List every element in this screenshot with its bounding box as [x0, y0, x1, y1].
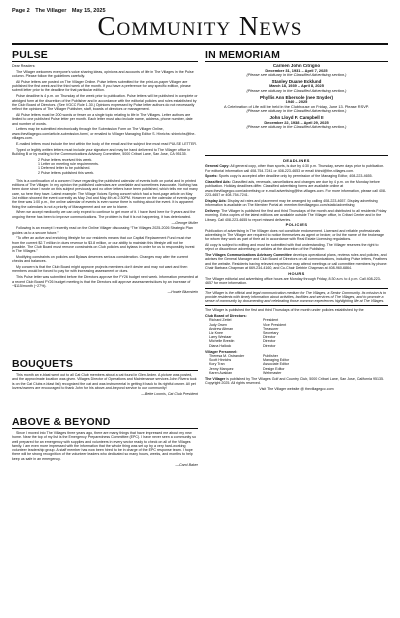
pulse-letter-text: “To offer an active and enriching lifestyle for our residents means that our Capital Replacement Fund must rise from the current $2.7 million in dues revenue to $3.8 million, or our ability to maintain this lifestyle will not be possible. The Club Board must remove constraints on Club policies and bylaws in order for us to responsibly invest in The Villages.”: [12, 236, 195, 254]
list-item: Scott Hinrichs Managing Editor: [209, 358, 290, 363]
pulse-paragraph: E-mailed letters must include the text within the body of the email and the subject line must read PULSE LETTER.: [16, 141, 197, 146]
memoriam-dates: March 18, 1939 – April 8, 2025: [269, 83, 324, 89]
footer-website: Visit The Villager website @ thevillagegcc.com: [259, 387, 334, 392]
memoriam-rule: [205, 61, 388, 62]
pulse-letter-text: When we accept mediocrity we can only expect to continue to get more of it. I have lived here for 9 years and the ongoing theme has been to improve communications. The problem is that it is not happening, it has deteriorated.: [12, 210, 196, 219]
memoriam-column: [205, 64, 388, 154]
pulse-paragraph: Typed or legibly written letters must include your signature and may be hand delivered to The Villager office in Building B or by mailing to the Communications Advisory Committee, 5000 Cribari Lane, San Jose, CA 95135.: [12, 147, 191, 156]
memoriam-name: Stanley Duane Ecklund: [271, 78, 322, 84]
memoriam-note: (Please see obituary in the Classified Advertising section.): [246, 87, 347, 93]
memoriam-name: Carmen John Citrigno: [272, 64, 321, 68]
list-item: Michelle Brestin Director: [209, 339, 276, 344]
policies-paragraph: All copy is subject to editing and must be submitted with that understanding. The Villager reserves the right to reject or discontinue advertising or articles at the discretion of the Publisher.: [205, 243, 379, 252]
deadline-item: [205, 209, 388, 222]
memoriam-name: John Lloyd F. Campbell II: [269, 114, 324, 120]
deadline-lead: General Copy:: [205, 164, 230, 169]
deadline-text: Display ad rates and placement may be arranged by calling 408-223-4657. Display advertising information is available on The Member Portal at: member.thevillagegcc.com/static/advertising: [205, 198, 378, 208]
deadline-text: Classified ads, renewals, cancellations and changes are due by 4 p.m. on the Monday before publication. Holiday deadlines differ. Classified advertising forms are available online at www.thevillagegcc.com/advertising or e-mail advertising@the-villages.com. For more information, please call 408-223-4657 or 408-754-7241.: [205, 180, 387, 198]
pulse-paragraph: Pulse deadline is 4 p.m. on Thursday of the week prior to publication. Pulse letters will be published in complete or abridged form at the discretion of the Publisher and in accordance with the editorial policies and rules established by the Club Board of Directors. (See VGCC Rule 1.30.) Opinions expressed by Pulse letter authors do not necessarily reflect the opinions of The Villager Publisher, staff, boards of directors or management.: [12, 94, 198, 112]
pulse-letter-signature: —George Muller: [171, 220, 198, 225]
above-beyond-rule: [12, 428, 198, 429]
pulse-letter-text: This Pulse letter was submitted before the Directors approve the FY26 budget next week. Information presented at a recent Club Board FY26 budget meeting is that the Directors will approve assessments/dues by an increase of ~$115/month (~27%).: [12, 275, 198, 288]
list-item: Kory Tran Associate Editor: [209, 362, 289, 367]
footer-copyright: The Villager is published by The Villages Golf and Country Club, 5000 Cribari Lane, San Jose, California 95135. Copyright 2025. All rights reserved.: [205, 377, 385, 386]
pulse-letter-text: My concern is that the Club Board might approve projects members don’t desire and may not want and then members would be forced to pay for with increasing assessment or dues.: [12, 265, 188, 274]
above-beyond-text: Since I moved into The Villages three years ago, there are many things that have impressed me about my new home. Near the top of my list is the Emergency Preparedness Committee (EPC). I have never seen a community so well prepared for an emergency with supplies and volunteers in every sector ready to check on all of the Villages family. I am even more impressed with the information that the whole thing was set up by a very hard-working volunteer leadership group. A staff member has now been hired to be in charge of the EPC response team. I hope there will be strong recognition of the volunteer leaders who dedicated so many hours, weeks, and months to help keep us safe in an emergency.: [12, 431, 196, 461]
memoriam-line: A Celebration of Life will be held in the Clubhouse on Friday, June 13. Please RSVP.: [224, 103, 369, 109]
pulse-paragraph: Letters may be submitted electronically through the Submission Form on The Villager Online, www.thevillagegcc.com/article-submission-form/, or emailed to Villager Managing Editor S. Hinrichs: shinrichs@the-villages.com.: [12, 127, 196, 140]
publication-name: The Villager: [35, 8, 67, 14]
deadline-item: [205, 199, 388, 208]
pulse-letter-text: This is a continuation of a concern I have regarding the published calendar of events both on portal and in printed editions of The Villager. In my opinion the published calendars are unreliable and sometimes inaccurate. Nothing has been done since I wrote on this subject previously and no other letters have been published, which tells me not many care, so here they have. Latest example: The Village Voices Spring concert which had a front-page article on May 1st edition showed the event correctly as May 2nd and May 4th at 2:30PM. However on the calendar of events page the time was 1:00 p.m., the online calendar of events is even worse there is nothing about the event. It is apparent fixing the calendars is not a priority of Management and we are to blame.: [12, 178, 198, 209]
deadline-item: [205, 180, 388, 197]
cac-text: develops operational plans, reviews rules and policies, and advises the General Manager and Club Board of Directors on all communications, including Pulse letters, Feathers and the website. Residents having relevant experience may attend meetings or call committee members by phone: Chair Barbara Chapman at 669-234-4160, and Co-Chair Debbie Chapman at 408-960-6864.: [205, 253, 388, 271]
list-item: Jenny Marquez Design Editor: [209, 366, 285, 371]
hours-text: The Villager editorial and advertising office hours are Monday through Friday, 8:30 a.m. to 4 p.m. Call 408-223-4657 for more information.: [205, 277, 381, 286]
above-beyond-column: [12, 431, 198, 481]
page-number: Page 2: [12, 8, 30, 14]
pulse-paragraph: All Pulse letters must be 200 words or fewer on a single topic relating to life in The Villages. Letter authors are limited to one published Pulse letter per month. Each letter must also include name, address, phone number, date and number of words.: [12, 112, 193, 126]
pulse-status-list: [12, 158, 198, 175]
memoriam-dates: December 22, 1938 – April 29, 2025: [264, 119, 329, 125]
list-item: Larry Westaar Director: [209, 335, 276, 340]
board-list: [205, 318, 388, 347]
hours-heading: HOURS: [288, 270, 305, 276]
above-beyond-signature: —Carol Baker: [175, 462, 198, 467]
personnel-list: [205, 354, 388, 375]
info-divider: [205, 288, 388, 289]
deadline-text: All general copy, other than sports, is due by 4:30 p.m. Thursday, seven days prior to publication. For editorial information call 408-754-7241 or 408-223-4653 or email khind@the-villages.com.: [205, 164, 385, 173]
cac-paragraph: [205, 253, 388, 270]
list-item: 2 Pulse letters published this week.: [38, 170, 95, 175]
publication-mission: The Villager is the official and legal communication medium for The Villages, a Senior Community. Its mission is to provide residents with timely information about activities, facilities and services of The Villages, and to promote a sense of community by documenting and celebrating those common experiences highlighting life at The Villages.: [205, 290, 387, 304]
memoriam-heading: IN MEMORIAM: [205, 49, 281, 61]
deadline-lead: Display Ads:: [205, 198, 227, 203]
pulse-paragraph: All Pulse letters are posted on The Villager Online. Pulse letters submitted for the print-on-paper Villager are published the first week and the third week of the month. If you have a preference for any specific edition, please submit letter prior to the deadline for that particular edition.: [12, 79, 191, 93]
pulse-letter-text: Modifying constraints on policies and Bylaws deserves serious consideration. Changes may alter the current checks and balances.: [12, 255, 188, 264]
memoriam-entry: [205, 64, 388, 78]
masthead-rule: [12, 43, 388, 45]
list-item: 1 Letter on meeting rule requirements.: [38, 161, 99, 166]
pulse-paragraph: The Villager welcomes everyone’s voice sharing ideas, opinions and accounts of life in The Villages in the Pulse column. Please follow the guidelines carefully.: [12, 69, 194, 79]
issue-date: May 15, 2025: [71, 8, 106, 14]
pulse-letter-signature: —Howie Blumstein: [167, 289, 198, 294]
info-divider: [205, 305, 388, 306]
personnel-heading: Villager Personnel:: [205, 349, 238, 354]
list-item: Diana Hallock Director: [209, 343, 276, 348]
deadlines-heading: DEADLINES: [283, 158, 310, 163]
pulse-column: [12, 64, 198, 355]
bouquets-rule: [12, 370, 198, 371]
memoriam-entry: [205, 116, 388, 130]
deadline-lead: Classified Ads:: [205, 180, 231, 185]
list-item: Theresa M. Ostrander Publisher: [209, 354, 278, 359]
pulse-rule: [12, 61, 198, 62]
memoriam-note: (Please see obituary in the Classified Advertising section.): [246, 108, 347, 114]
list-item: Liz Knee Secretary: [209, 330, 279, 335]
memoriam-bottom-rule: [205, 155, 388, 156]
deadline-text: The Villager is published the first and third Thursdays of the month and distributed to all residents Friday morning. Extra copies of the latest editions are available outside The Villager office, in Cribari Center and in the Library. Call 408-223-4655 to report missed deliveries.: [205, 208, 387, 222]
publication-schedule: The Villager is published the first and third Thursdays of the month under policies established by the: [205, 308, 364, 313]
memoriam-dates: December 31, 1931 – April 7, 2025: [265, 67, 328, 73]
memoriam-dates: 1940 – 2025: [285, 99, 308, 105]
policies-heading: POLICIES: [285, 222, 308, 228]
deadline-item: [205, 174, 388, 178]
pulse-heading: PULSE: [12, 49, 49, 61]
deadline-text: Sports copy is accepted after deadline only by permission of the Managing Editor, 408-223-4655.: [218, 174, 373, 179]
masthead-title: Community News: [97, 11, 303, 41]
policies-paragraph: Publication of advertising in The Villager does not constitute endorsement. Licensed and reliable professionals advertising in The Villager are required to notice themselves as agent or broker, or list the name of the brokerage for whom they work as part of their ad in accordance with Real Estate Licensing regulations.: [205, 228, 385, 242]
memoriam-name: Phyllis Ann Ebersole (nee Snyder): [259, 94, 334, 100]
bouquets-heading: BOUQUETS: [12, 358, 74, 370]
pulse-greeting: Dear Readers:: [12, 64, 36, 68]
memoriam-entry: [205, 96, 388, 114]
memoriam-entry: [205, 80, 388, 94]
list-item: Andrew Altman Treasurer: [209, 326, 279, 331]
board-heading: Club Board of Directors:: [205, 314, 247, 318]
list-item: 2 Pulse letters received this week.: [38, 157, 93, 162]
info-column: [205, 158, 388, 612]
cac-lead: The Villages Communications Advisory Committee: [205, 253, 292, 258]
list-item: Karen Avakian Webmaster: [209, 370, 282, 375]
deadline-lead: Delivery:: [205, 208, 221, 213]
deadline-item: [205, 164, 388, 173]
list-item: 1 Deferred letter to be published.: [38, 166, 91, 171]
bouquets-signature: —Bette Loomis, Cat Club President: [141, 391, 198, 396]
list-item: Judy Owen Vice President: [209, 322, 287, 327]
bouquets-text: This month an e-blast went out to all Cat Club members about a cat found in Glen Arden. A picture was posted, and the approximate location was given. Villages Director of Operations and Maintenance services John Rivera took is on the Cat Clubs e-blast list) recognized the cat and was instrumental in getting it back to its rightful owner. All pet lovers/owners are encouraged to thank John for his above-and-beyond service to our community!: [12, 373, 197, 390]
pulse-letter-text: Following is an excerpt I recently read on the Online Villager discussing “The Villages 2025-2026 Strategic Plan guides us to a secure future.”: [12, 226, 193, 235]
memoriam-note: (Please see obituary in the Classified Advertising section.): [246, 124, 347, 130]
memoriam-note: (Please see obituary in the Classified Advertising section.): [246, 72, 347, 78]
list-item: Richard Zettel President: [209, 318, 279, 323]
above-beyond-heading: ABOVE & BEYOND: [12, 416, 111, 428]
bouquets-column: [12, 373, 198, 413]
deadline-lead: Sports:: [205, 174, 218, 179]
